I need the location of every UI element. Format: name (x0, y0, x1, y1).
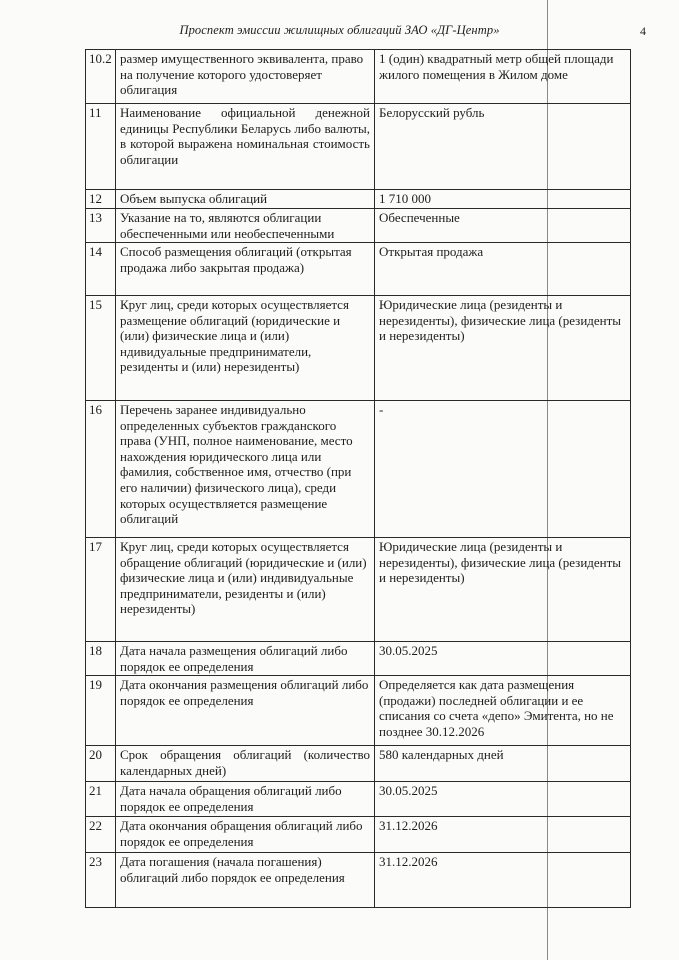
table-row (86, 104, 631, 190)
table-row (86, 746, 631, 782)
row-description: Перечень заранее индивидуально определенных субъектов гражданского права (УНП, полное наименование, место нахождения юридического лица или фамилия, собственное имя, отчество (при его наличии) физического лица), среди которых осуществляется размещение облигаций (116, 401, 375, 538)
row-value: 30.05.2025 (375, 782, 631, 817)
row-description: Круг лиц, среди которых осуществляется обращение облигаций (юридические и (или) физические лица и (или) индивидуальные предприниматели, резиденты и (или) нерезиденты) (116, 538, 375, 642)
row-value: 30.05.2025 (375, 642, 631, 676)
table-row (86, 642, 631, 676)
row-description: Указание на то, являются облигации обеспеченными или необеспеченными (116, 209, 375, 243)
row-description: Срок обращения облигаций (количество календарных дней) (116, 746, 375, 782)
table-row (86, 401, 631, 538)
table-row (86, 190, 631, 209)
table-row (86, 853, 631, 908)
row-description: Дата окончания обращения облигаций либо порядок ее определения (116, 817, 375, 853)
row-number: 12 (86, 190, 116, 209)
row-description: Наименование официальной денежной единицы Республики Беларусь либо валюты, в которой выражена номинальная стоимость облигации (116, 104, 375, 190)
row-number: 20 (86, 746, 116, 782)
row-description: размер имущественного эквивалента, право на получение которого удостоверяет облигация (116, 50, 375, 104)
row-number: 17 (86, 538, 116, 642)
table-row (86, 782, 631, 817)
row-value: Обеспеченные (375, 209, 631, 243)
row-number: 13 (86, 209, 116, 243)
page-number: 4 (640, 24, 646, 38)
row-number: 14 (86, 243, 116, 296)
row-description: Дата окончания размещения облигаций либо порядок ее определения (116, 676, 375, 746)
row-value: 31.12.2026 (375, 853, 631, 908)
table-body (86, 50, 631, 908)
row-number: 16 (86, 401, 116, 538)
table-row (86, 50, 631, 104)
row-value: - (375, 401, 631, 538)
row-number: 23 (86, 853, 116, 908)
row-value: 1 (один) квадратный метр общей площади жилого помещения в Жилом доме (375, 50, 631, 104)
row-number: 15 (86, 296, 116, 401)
table-row (86, 296, 631, 401)
row-value: Юридические лица (резиденты и нерезиденты), физические лица (резиденты и нерезиденты) (375, 296, 631, 401)
row-description: Дата начала размещения облигаций либо порядок ее определения (116, 642, 375, 676)
row-description: Круг лиц, среди которых осуществляется размещение облигаций (юридические и (или) физические лица и (или) ндивидуальные предприниматели, резиденты и (или) нерезиденты) (116, 296, 375, 401)
row-description: Способ размещения облигаций (открытая продажа либо закрытая продажа) (116, 243, 375, 296)
table-row (86, 817, 631, 853)
row-number: 19 (86, 676, 116, 746)
row-value: 1 710 000 (375, 190, 631, 209)
document-header: Проспект эмиссии жилищных облигаций ЗАО «ДГ-Центр» (179, 23, 500, 37)
row-value: Юридические лица (резиденты и нерезиденты), физические лица (резиденты и нерезиденты) (375, 538, 631, 642)
row-value: Открытая продажа (375, 243, 631, 296)
row-number: 18 (86, 642, 116, 676)
row-description: Объем выпуска облигаций (116, 190, 375, 209)
row-number: 22 (86, 817, 116, 853)
row-value: Белорусский рубль (375, 104, 631, 190)
row-number: 10.2 (86, 50, 116, 104)
row-value: 580 календарных дней (375, 746, 631, 782)
row-description: Дата погашения (начала погашения) облигаций либо порядок ее определения (116, 853, 375, 908)
bond-parameters-table (85, 49, 631, 908)
row-number: 11 (86, 104, 116, 190)
table-row (86, 243, 631, 296)
table-row (86, 676, 631, 746)
row-number: 21 (86, 782, 116, 817)
table-row (86, 538, 631, 642)
row-description: Дата начала обращения облигаций либо порядок ее определения (116, 782, 375, 817)
row-value: 31.12.2026 (375, 817, 631, 853)
row-value: Определяется как дата размещения (продажи) последней облигации и ее списания со счета «депо» Эмитента, но не позднее 30.12.2026 (375, 676, 631, 746)
table-row (86, 209, 631, 243)
